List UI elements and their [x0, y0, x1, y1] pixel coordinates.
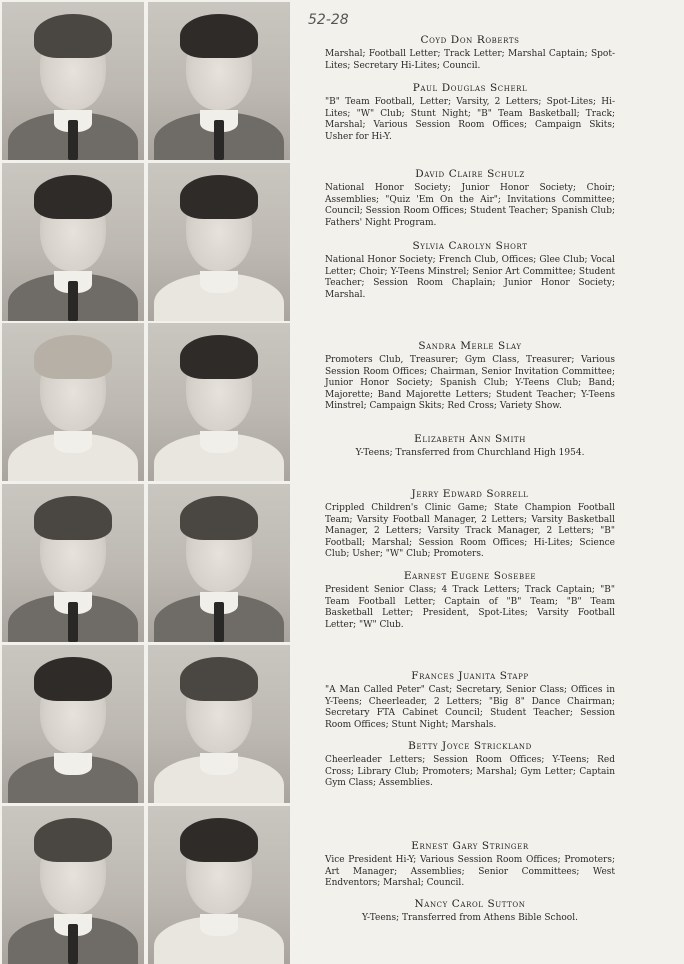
entry-david-claire-schulz: [325, 168, 615, 229]
portrait-jerry-edward-sorrell: [2, 484, 144, 642]
student-name: David Claire Schulz: [415, 168, 525, 180]
student-name: Coyd Don Roberts: [420, 34, 520, 46]
student-activities: Cheerleader Letters; Session Room Offices; Y-Teens; Red Cross; Library Club; Promoters; Marshal; Gym Letter; Captain Gym Class; Assemblies.: [325, 755, 615, 788]
entry-paul-douglas-scherl: [325, 82, 615, 143]
student-name: Sylvia Carolyn Short: [412, 240, 528, 252]
entry-elizabeth-ann-smith: [325, 433, 615, 460]
student-name: Sandra Merle Slay: [418, 340, 522, 352]
student-name: Paul Douglas Scherl: [412, 82, 528, 94]
student-activities: Crippled Children's Clinic Game; State Champion Football Team; Varsity Football Manager, 2 Letters; Varsity Basketball Manager, 2 Letters; Varsity Track Manager, 2 Letters; "B" Football; Marshal; Session Room Offices; Hi-Lites; Science Club; Usher; "W" Club; Promoters.: [325, 503, 615, 559]
portrait-paul-douglas-scherl: [148, 2, 290, 160]
entry-coyd-don-roberts: [325, 34, 615, 72]
student-activities: Vice President Hi-Y; Various Session Room Offices; Promoters; Art Manager; Assemblies; Senior Committees; West Endventors; Marshal; Council.: [325, 855, 615, 888]
handwritten-page-note: 52-28: [308, 12, 349, 28]
student-name: Nancy Carol Sutton: [414, 898, 526, 910]
student-name: Jerry Edward Sorrell: [411, 488, 529, 500]
entry-nancy-carol-sutton: [325, 898, 615, 925]
portrait-ernest-gary-stringer: [2, 806, 144, 964]
entry-sylvia-carolyn-short: [325, 240, 615, 301]
student-activities: Y-Teens; Transferred from Churchland High 1954.: [355, 448, 585, 458]
student-name: Earnest Eugene Sosebee: [403, 570, 537, 582]
portrait-sylvia-carolyn-short: [148, 163, 290, 321]
entry-frances-juanita-stapp: [325, 670, 615, 731]
entry-earnest-eugene-sosebee: [325, 570, 615, 631]
student-name: Ernest Gary Stringer: [411, 840, 529, 852]
portrait-nancy-carol-sutton: [148, 806, 290, 964]
student-name: Betty Joyce Strickland: [408, 740, 532, 752]
student-activities: National Honor Society; French Club, Offices; Glee Club; Vocal Letter; Choir; Y-Teens Minstrel; Senior Art Committee; Student Teacher; Session Room Chaplain; Junior Honor Society; Marshal.: [325, 255, 615, 300]
entry-jerry-edward-sorrell: [325, 488, 615, 561]
portrait-coyd-don-roberts: [2, 2, 144, 160]
student-activities: "B" Team Football, Letter; Varsity, 2 Letters; Spot-Lites; Hi-Lites; "W" Club; Stunt Night; "B" Team Basketball; Track; Marshal; Various Session Room Offices; Campaign Skits; Usher for Hi-Y.: [325, 97, 615, 142]
student-activities: President Senior Class; 4 Track Letters; Track Captain; "B" Team Football Letter; Captain of "B" Team; "B" Team Basketball Letter; President, Spot-Lites; Varsity Football Letter; "W" Club.: [325, 585, 615, 630]
portrait-earnest-eugene-sosebee: [148, 484, 290, 642]
student-activities: National Honor Society; Junior Honor Society; Choir; Assemblies; "Quiz 'Em On the Air"; Invitations Committee; Council; Session Room Offices; Student Teacher; Spanish Club; Fathers' Night Program.: [325, 183, 615, 228]
student-activities: "A Man Called Peter" Cast; Secretary, Senior Class; Offices in Y-Teens; Cheerleader, 2 Letters; "Big 8" Dance Chairman; Secretary FTA Cabinet Council; Student Teacher; Session Room Offices; Stunt Night; Marshals.: [325, 685, 615, 730]
student-activities: Promoters Club, Treasurer; Gym Class, Treasurer; Various Session Room Offices; Chairman, Senior Invitation Committee; Junior Honor Society; Spanish Club; Y-Teens Club; Band; Majorette; Band Majorette Letters; Student Teacher; Y-Teens Minstrel; Campaign Skits; Red Cross; Variety Show.: [325, 355, 615, 411]
portrait-frances-juanita-stapp: [2, 645, 144, 803]
student-name: Elizabeth Ann Smith: [414, 433, 526, 445]
student-activities: Y-Teens; Transferred from Athens Bible School.: [362, 913, 578, 923]
student-name: Frances Juanita Stapp: [411, 670, 529, 682]
entry-sandra-merle-slay: [325, 340, 615, 413]
portrait-david-claire-schulz: [2, 163, 144, 321]
portrait-betty-joyce-strickland: [148, 645, 290, 803]
entry-ernest-gary-stringer: [325, 840, 615, 890]
student-activities: Marshal; Football Letter; Track Letter; Marshal Captain; Spot-Lites; Secretary Hi-Lites; Council.: [325, 49, 615, 71]
entry-betty-joyce-strickland: [325, 740, 615, 790]
portrait-elizabeth-ann-smith: [148, 323, 290, 481]
portrait-sandra-merle-slay: [2, 323, 144, 481]
